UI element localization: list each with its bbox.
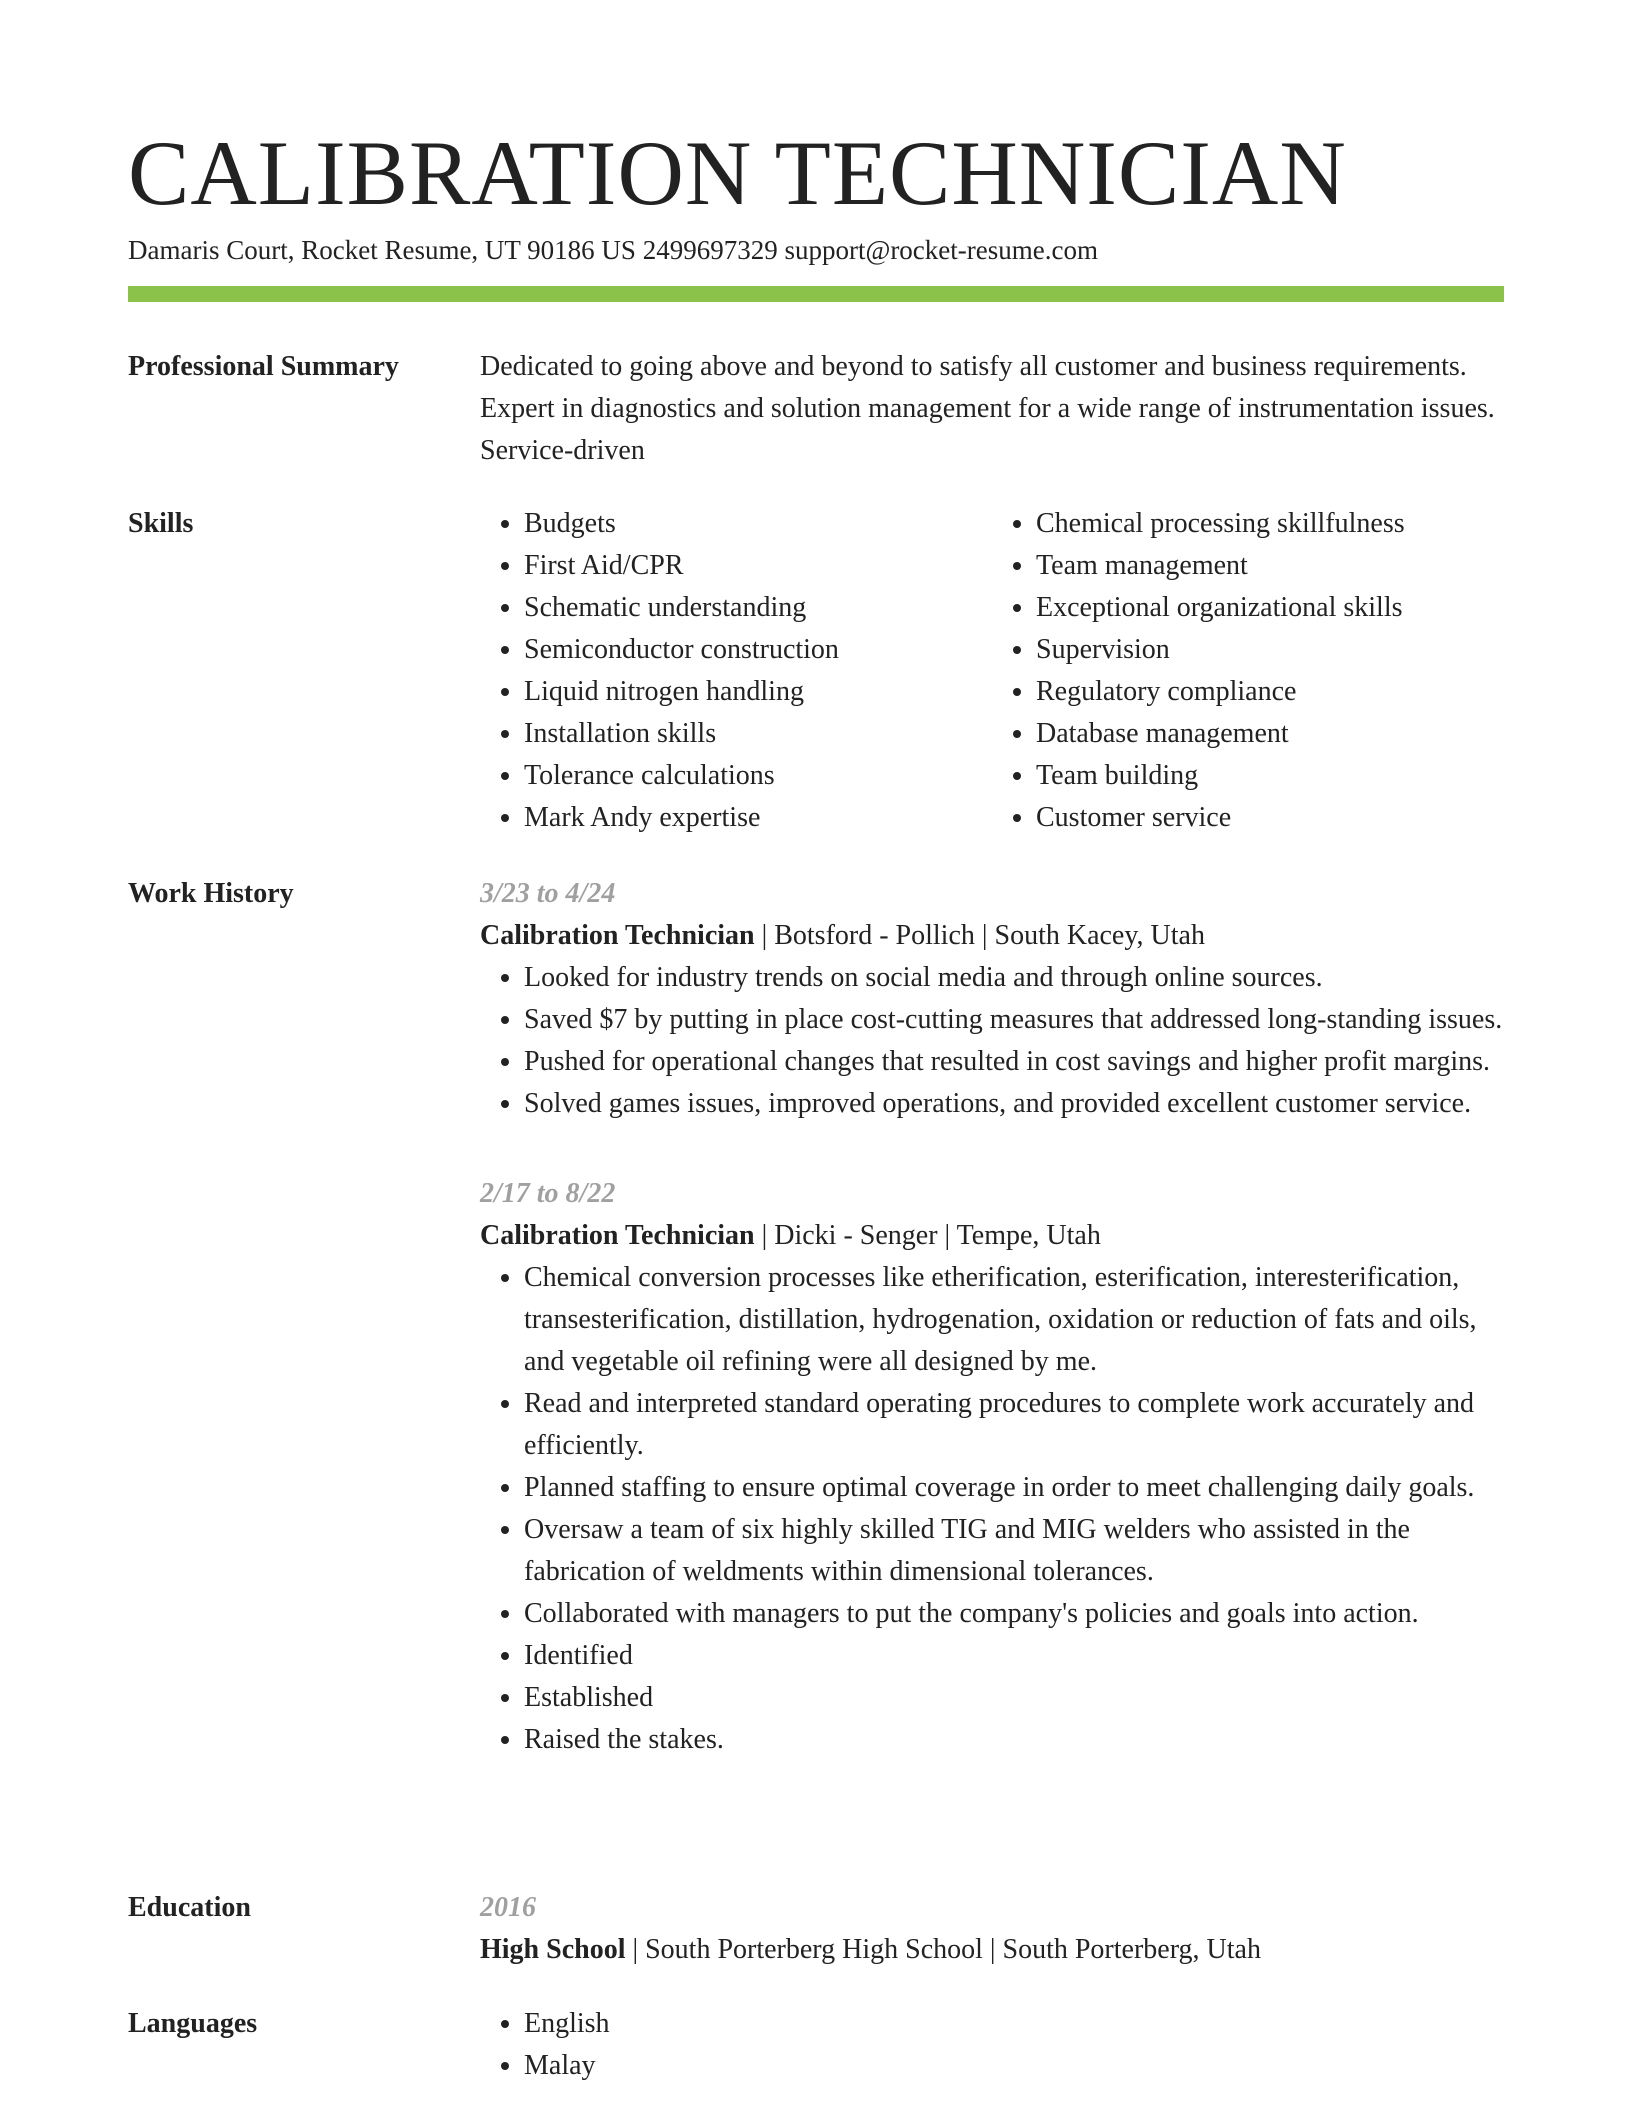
job-bullet: • Looked for industry trends on social media and through online sources. — [524, 957, 1504, 999]
skills-list-left — [480, 503, 992, 839]
skill-item: • Schematic understanding — [524, 587, 992, 629]
skill-item: • Tolerance calculations — [524, 755, 992, 797]
job-bullet: • Collaborated with managers to put the company's policies and goals into action. — [524, 1593, 1504, 1635]
resume-name: CALIBRATION TECHNICIAN — [128, 122, 1347, 224]
contact-line: Damaris Court, Rocket Resume, UT 90186 US 2499697329 support@rocket-resume.com — [128, 235, 1098, 265]
skill-item: • Liquid nitrogen handling — [524, 671, 992, 713]
education-school-location: | South Porterberg High School | South Porterberg, Utah — [625, 1934, 1261, 1965]
job-bullets — [480, 957, 1504, 1125]
job-bullet: • Oversaw a team of six highly skilled TIG and MIG welders who assisted in the fabrication of weldments within dimensional tolerances. — [524, 1509, 1504, 1593]
skill-item: • Exceptional organizational skills — [1036, 587, 1504, 629]
job-employer-location: | Botsford - Pollich | South Kacey, Utah — [754, 920, 1205, 951]
skill-item: • Team management — [1036, 545, 1504, 587]
header-divider — [128, 286, 1504, 302]
education-line — [480, 1929, 1504, 1971]
skill-item: • Customer service — [1036, 797, 1504, 839]
job-title: Calibration Technician — [480, 920, 755, 951]
skill-item: • Database management — [1036, 713, 1504, 755]
skill-item: • First Aid/CPR — [524, 545, 992, 587]
language-item: • English — [524, 2003, 1504, 2045]
job-bullet: • Read and interpreted standard operating procedures to complete work accurately and efficiently. — [524, 1383, 1504, 1467]
job-entry — [480, 873, 1504, 1125]
job-bullet: • Raised the stakes. — [524, 1719, 1504, 1761]
job-dates: 3/23 to 4/24 — [480, 878, 616, 909]
skill-item: • Budgets — [524, 503, 992, 545]
languages-list — [480, 2003, 1504, 2087]
education-year: 2016 — [480, 1892, 536, 1923]
skill-item: • Mark Andy expertise — [524, 797, 992, 839]
job-bullet: • Pushed for operational changes that resulted in cost savings and higher profit margins. — [524, 1041, 1504, 1083]
job-entry — [480, 1173, 1504, 1761]
section-label-education: Education — [128, 1892, 251, 1923]
section-label-work: Work History — [128, 878, 294, 909]
job-employer-location: | Dicki - Senger | Tempe, Utah — [754, 1220, 1101, 1251]
summary-text: Dedicated to going above and beyond to satisfy all customer and business requirements. Expert in diagnostics and solution management for a wide range of instrumentation issues. Service-driven — [480, 351, 1495, 466]
skill-item: • Supervision — [1036, 629, 1504, 671]
job-bullet: • Identified — [524, 1635, 1504, 1677]
job-dates: 2/17 to 8/22 — [480, 1178, 616, 1209]
section-label-summary: Professional Summary — [128, 351, 399, 382]
job-bullet: • Solved games issues, improved operations, and provided excellent customer service. — [524, 1083, 1504, 1125]
job-title-line — [480, 915, 1504, 957]
job-bullet: • Saved $7 by putting in place cost-cutting measures that addressed long-standing issues. — [524, 999, 1504, 1041]
job-title: Calibration Technician — [480, 1220, 755, 1251]
skill-item: • Installation skills — [524, 713, 992, 755]
job-title-line — [480, 1215, 1504, 1257]
skill-item: • Regulatory compliance — [1036, 671, 1504, 713]
job-bullet: • Planned staffing to ensure optimal coverage in order to meet challenging daily goals. — [524, 1467, 1504, 1509]
skill-item: • Semiconductor construction — [524, 629, 992, 671]
section-label-languages: Languages — [128, 2008, 258, 2039]
language-item: • Malay — [524, 2045, 1504, 2087]
skills-list-right — [992, 503, 1504, 839]
job-bullet: • Established — [524, 1677, 1504, 1719]
skill-item: • Team building — [1036, 755, 1504, 797]
education-degree: High School — [480, 1934, 626, 1965]
job-bullets — [480, 1257, 1504, 1761]
job-bullet: • Chemical conversion processes like etherification, esterification, interesterification, transesterification, distillation, hydrogenation, oxidation or reduction of fats and oils, and vegetable oil refining were all designed by me. — [524, 1257, 1504, 1383]
skill-item: • Chemical processing skillfulness — [1036, 503, 1504, 545]
section-label-skills: Skills — [128, 508, 194, 539]
